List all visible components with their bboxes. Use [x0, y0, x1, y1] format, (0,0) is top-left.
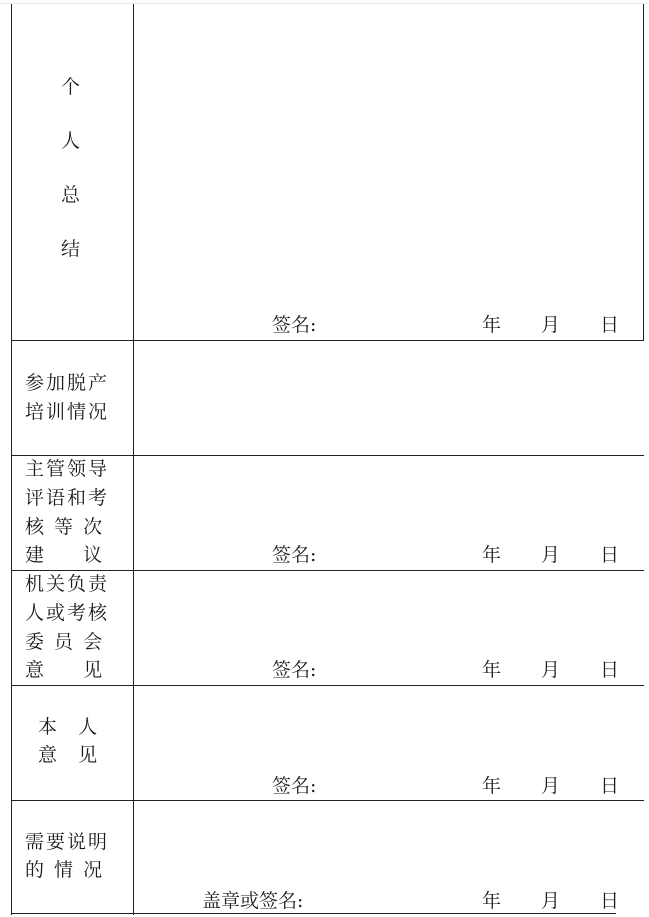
table-bottom-border	[11, 913, 616, 914]
year-label: 年	[482, 314, 502, 336]
row-label-line: 机关负责	[25, 573, 110, 595]
signature-label: 签名:	[272, 314, 317, 336]
row-label-line: 总	[61, 184, 81, 206]
row-label-line: 建 议	[25, 544, 106, 566]
year-label: 年	[482, 775, 502, 797]
year-label: 年	[482, 890, 502, 912]
table-right-border	[643, 4, 644, 340]
seal-or-signature-label: 盖章或签名:	[202, 890, 304, 912]
table-left-border	[11, 4, 12, 915]
year-label: 年	[482, 544, 502, 566]
row-label-line: 评语和考	[25, 487, 110, 509]
month-label: 月	[541, 544, 561, 566]
day-label: 日	[600, 775, 620, 797]
row-label-line: 人或考核	[25, 602, 110, 624]
row-label-line: 人	[61, 130, 81, 152]
month-label: 月	[541, 775, 561, 797]
table-column-divider	[133, 4, 134, 915]
signature-label: 签名:	[272, 659, 317, 681]
row-label-line: 需要说明	[25, 831, 110, 853]
row-divider	[11, 570, 644, 571]
month-label: 月	[541, 314, 561, 336]
row-label-line: 核 等 次	[25, 516, 105, 538]
month-label: 月	[541, 890, 561, 912]
row-label-line: 意 见	[38, 744, 101, 766]
row-divider	[11, 455, 644, 456]
row-divider	[11, 685, 644, 686]
row-label-line: 结	[61, 238, 81, 260]
day-label: 日	[600, 890, 620, 912]
row-divider	[11, 800, 644, 801]
row-label-line: 参加脱产	[25, 372, 110, 394]
row-label-line: 委 员 会	[25, 631, 105, 653]
row-label-line: 主管领导	[25, 458, 110, 480]
day-label: 日	[600, 314, 620, 336]
row-label-line: 的 情 况	[25, 859, 105, 881]
day-label: 日	[600, 544, 620, 566]
signature-label: 签名:	[272, 544, 317, 566]
signature-label: 签名:	[272, 775, 317, 797]
row-label-line: 意 见	[25, 659, 106, 681]
row-label-line: 个	[61, 76, 81, 98]
page-top-edge	[0, 3, 649, 4]
row-label-line: 本 人	[38, 716, 101, 738]
day-label: 日	[600, 659, 620, 681]
row-divider	[11, 340, 644, 341]
month-label: 月	[541, 659, 561, 681]
row-label-line: 培训情况	[25, 401, 110, 423]
year-label: 年	[482, 659, 502, 681]
